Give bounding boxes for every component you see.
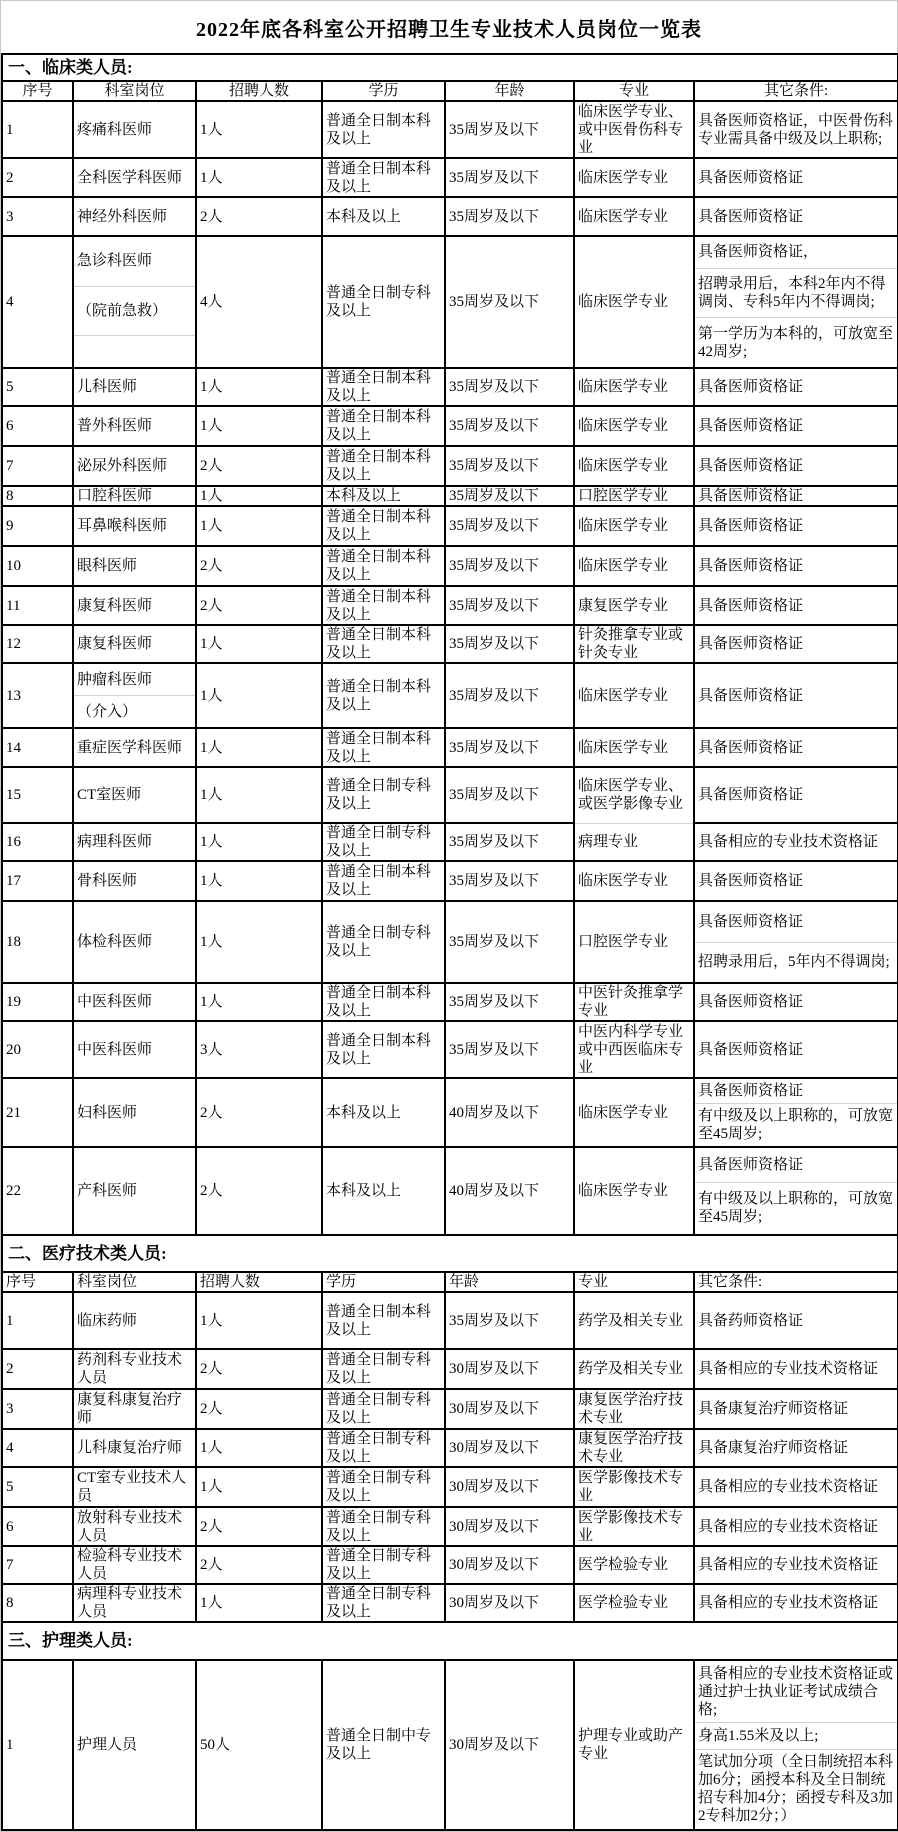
cell-part: 招聘录用后，5年内不得调岗; [695,942,897,983]
cell-count: 1人 [196,486,322,506]
cell-education: 普通全日制本科及以上 [322,1021,445,1078]
cell-count: 2人 [196,197,322,236]
cell-count: 1人 [196,1292,322,1349]
cell-conditions: 具备相应的专业技术资格证 [694,1584,898,1622]
cell-seq: 13 [2,663,73,728]
cell-education: 普通全日制本科及以上 [322,158,445,197]
cell-post: 中医科医师 [73,983,196,1021]
column-header: 科室岗位 [73,1272,196,1292]
table-row [2,486,898,506]
cell-major: 康复医学治疗技术专业 [574,1429,694,1467]
cell-post: 中医科医师 [73,1021,196,1078]
cell-conditions [694,1078,898,1147]
cell-education: 普通全日制本科及以上 [322,586,445,625]
cell-age: 35周岁及以下 [445,901,574,983]
cell-count: 2人 [196,1349,322,1389]
cell-post: 体检科医师 [73,901,196,983]
cell-major: 临床医学专业 [574,506,694,546]
cell-age: 30周岁及以下 [445,1389,574,1429]
table-row [2,823,898,861]
table-row [2,1429,898,1467]
cell-age: 35周岁及以下 [445,1021,574,1078]
column-header: 年龄 [445,81,574,101]
cell-seq: 12 [2,625,73,663]
cell-seq: 4 [2,1429,73,1467]
cell-part: 笔试加分项（全日制统招本科加6分；函授本科及全日制统招专科加4分；函授专科及3加2专科加2分；） [695,1749,897,1829]
cell-major: 药学及相关专业 [574,1292,694,1349]
cell-age: 35周岁及以下 [445,546,574,586]
table-row [2,368,898,406]
cell-seq: 10 [2,546,73,586]
cell-age: 35周岁及以下 [445,158,574,197]
cell-part: 第一学历为本科的，可放宽至42周岁; [695,317,897,367]
cell-post: 眼科医师 [73,546,196,586]
cell-conditions: 具备医师资格证 [694,1021,898,1078]
section-heading: 一、临床类人员: [2,54,898,81]
cell-seq: 22 [2,1147,73,1235]
table-row [2,1546,898,1584]
cell-age: 35周岁及以下 [445,486,574,506]
cell-major: 康复医学专业 [574,586,694,625]
cell-post: 儿科医师 [73,368,196,406]
cell-count: 1人 [196,983,322,1021]
cell-count: 1人 [196,861,322,901]
cell-post: 临床药师 [73,1292,196,1349]
cell-major: 病理专业 [574,823,694,861]
column-header: 其它条件: [694,81,898,101]
cell-seq: 18 [2,901,73,983]
cell-part: 具备相应的专业技术资格证或通过护士执业证考试成绩合格; [698,1665,894,1718]
cell-conditions [694,1147,898,1235]
cell-seq: 2 [2,1349,73,1389]
section-heading: 二、医疗技术类人员: [2,1235,898,1272]
cell-age: 35周岁及以下 [445,586,574,625]
cell-post: 产科医师 [73,1147,196,1235]
cell-seq: 8 [2,1584,73,1622]
cell-conditions: 具备相应的专业技术资格证 [694,1546,898,1584]
cell-seq: 4 [2,236,73,368]
column-header: 专业 [574,81,694,101]
cell-conditions: 具备医师资格证 [694,446,898,486]
cell-education: 普通全日制专科及以上 [322,901,445,983]
cell-post: 全科医学科医师 [73,158,196,197]
cell-education: 本科及以上 [322,1078,445,1147]
cell-seq: 5 [2,1467,73,1507]
cell-conditions: 具备医师资格证 [694,728,898,767]
cell-age: 30周岁及以下 [445,1546,574,1584]
cell-seq: 1 [2,1660,73,1830]
cell-education: 普通全日制专科及以上 [322,1584,445,1622]
cell-post [73,663,196,728]
column-header-row [2,1272,898,1292]
table-row [2,1584,898,1622]
cell-seq: 14 [2,728,73,767]
table-row [2,546,898,586]
cell-count: 1人 [196,101,322,158]
cell-part: 有中级及以上职称的，可放宽至45周岁; [695,1103,897,1146]
cell-education: 普通全日制本科及以上 [322,1292,445,1349]
cell-seq: 21 [2,1078,73,1147]
cell-age: 35周岁及以下 [445,823,574,861]
cell-conditions: 具备医师资格证 [694,368,898,406]
cell-education: 普通全日制专科及以上 [322,1467,445,1507]
cell-age: 30周岁及以下 [445,1467,574,1507]
cell-major: 临床医学专业 [574,158,694,197]
cell-conditions: 具备相应的专业技术资格证 [694,1467,898,1507]
positions-table [1,53,898,1831]
cell-major: 临床医学专业 [574,406,694,446]
table-row [2,1292,898,1349]
cell-major: 临床医学专业 [574,663,694,728]
cell-major: 医学影像技术专业 [574,1507,694,1546]
cell-major: 康复医学治疗技术专业 [574,1389,694,1429]
cell-age: 35周岁及以下 [445,861,574,901]
cell-major: 临床医学专业、或医学影像专业 [574,767,694,823]
cell-count: 2人 [196,1507,322,1546]
cell-post: 普外科医师 [73,406,196,446]
cell-major: 临床医学专业 [574,546,694,586]
cell-post: 骨科医师 [73,861,196,901]
cell-education: 普通全日制专科及以上 [322,236,445,368]
cell-education: 普通全日制本科及以上 [322,506,445,546]
cell-age: 35周岁及以下 [445,506,574,546]
cell-count: 2人 [196,1546,322,1584]
cell-post: 放射科专业技术人员 [73,1507,196,1546]
cell-conditions: 具备医师资格证 [694,861,898,901]
cell-count: 2人 [196,1147,322,1235]
cell-major: 中医内科学专业或中西医临床专业 [574,1021,694,1078]
cell-post [73,236,196,368]
cell-post: 病理科专业技术人员 [73,1584,196,1622]
cell-seq: 5 [2,368,73,406]
cell-education: 普通全日制专科及以上 [322,1546,445,1584]
cell-education: 普通全日制专科及以上 [322,1429,445,1467]
cell-conditions-parts [695,902,897,982]
table-row [2,197,898,236]
cell-education: 普通全日制本科及以上 [322,983,445,1021]
cell-age: 35周岁及以下 [445,406,574,446]
cell-post: 护理人员 [73,1660,196,1830]
table-row [2,1147,898,1235]
cell-conditions: 具备医师资格证 [694,406,898,446]
cell-post: 妇科医师 [73,1078,196,1147]
cell-part: 具备医师资格证 [698,1156,804,1173]
cell-seq: 6 [2,406,73,446]
column-header: 学历 [322,81,445,101]
cell-education: 普通全日制中专及以上 [322,1660,445,1830]
table-row [2,861,898,901]
cell-education: 本科及以上 [322,1147,445,1235]
cell-conditions-parts [695,1079,897,1146]
cell-education: 普通全日制本科及以上 [322,101,445,158]
cell-part: 具备医师资格证， [698,244,819,261]
cell-age: 35周岁及以下 [445,368,574,406]
cell-part: 肿瘤科医师 [77,671,153,688]
section-bar-row [2,1622,898,1660]
cell-seq: 15 [2,767,73,823]
table-row [2,446,898,486]
cell-conditions: 具备医师资格证 [694,625,898,663]
table-row [2,506,898,546]
column-header: 序号 [2,1272,73,1292]
cell-conditions: 具备医师资格证 [694,158,898,197]
cell-post: 耳鼻喉科医师 [73,506,196,546]
cell-post: 口腔科医师 [73,486,196,506]
table-row [2,236,898,368]
cell-post-parts [74,664,195,727]
table-row [2,1507,898,1546]
cell-count: 2人 [196,1078,322,1147]
cell-seq: 6 [2,1507,73,1546]
cell-age: 30周岁及以下 [445,1660,574,1830]
cell-major: 针灸推拿专业或针灸专业 [574,625,694,663]
cell-seq: 16 [2,823,73,861]
cell-major: 临床医学专业 [574,236,694,368]
cell-conditions: 具备相应的专业技术资格证 [694,1349,898,1389]
cell-post: 泌尿外科医师 [73,446,196,486]
cell-part: 有中级及以上职称的，可放宽至45周岁; [695,1182,897,1235]
table-row [2,901,898,983]
cell-education: 普通全日制本科及以上 [322,546,445,586]
cell-major: 药学及相关专业 [574,1349,694,1389]
table-row [2,728,898,767]
cell-education: 普通全日制本科及以上 [322,728,445,767]
cell-seq: 3 [2,197,73,236]
cell-seq: 2 [2,158,73,197]
cell-seq: 1 [2,101,73,158]
cell-count: 2人 [196,546,322,586]
cell-post: 康复科康复治疗师 [73,1389,196,1429]
column-header: 序号 [2,81,73,101]
cell-education: 普通全日制本科及以上 [322,446,445,486]
cell-conditions: 具备医师资格证 [694,197,898,236]
cell-conditions: 具备相应的专业技术资格证 [694,823,898,861]
cell-conditions: 具备康复治疗师资格证 [694,1429,898,1467]
cell-education: 普通全日制本科及以上 [322,368,445,406]
table-row [2,1349,898,1389]
cell-age: 35周岁及以下 [445,728,574,767]
cell-major: 医学检验专业 [574,1584,694,1622]
cell-count: 1人 [196,368,322,406]
cell-count: 2人 [196,1389,322,1429]
cell-age: 35周岁及以下 [445,625,574,663]
cell-count: 1人 [196,823,322,861]
table-row [2,406,898,446]
cell-part: 具备医师资格证 [698,913,804,930]
cell-count: 2人 [196,446,322,486]
cell-age: 35周岁及以下 [445,663,574,728]
cell-education: 普通全日制专科及以上 [322,1389,445,1429]
cell-age: 40周岁及以下 [445,1147,574,1235]
cell-count: 2人 [196,586,322,625]
cell-post: 神经外科医师 [73,197,196,236]
cell-major: 护理专业或助产专业 [574,1660,694,1830]
table-row [2,1021,898,1078]
cell-count: 1人 [196,901,322,983]
cell-conditions-parts [695,1661,897,1829]
cell-major: 医学检验专业 [574,1546,694,1584]
cell-age: 35周岁及以下 [445,197,574,236]
cell-major: 口腔医学专业 [574,486,694,506]
cell-post: 重症医学科医师 [73,728,196,767]
cell-major: 临床医学专业 [574,1078,694,1147]
cell-post: 疼痛科医师 [73,101,196,158]
cell-seq: 1 [2,1292,73,1349]
cell-conditions: 具备医师资格证 [694,983,898,1021]
cell-age: 35周岁及以下 [445,1292,574,1349]
cell-count: 1人 [196,1584,322,1622]
cell-seq: 9 [2,506,73,546]
cell-conditions: 具备药师资格证 [694,1292,898,1349]
table-row [2,1467,898,1507]
table-row [2,1660,898,1830]
cell-age: 35周岁及以下 [445,983,574,1021]
cell-age: 35周岁及以下 [445,236,574,368]
cell-seq: 7 [2,1546,73,1584]
table-row [2,767,898,823]
cell-count: 3人 [196,1021,322,1078]
column-header: 招聘人数 [196,81,322,101]
column-header: 年龄 [445,1272,574,1292]
cell-part: 急诊科医师 [77,253,153,270]
section-bar-row [2,1235,898,1272]
page-title: 2022年底各科室公开招聘卫生专业技术人员岗位一览表 [196,18,702,41]
cell-count: 1人 [196,1429,322,1467]
cell-major: 临床医学专业 [574,728,694,767]
cell-age: 30周岁及以下 [445,1349,574,1389]
cell-conditions: 具备医师资格证 [694,546,898,586]
cell-age: 30周岁及以下 [445,1507,574,1546]
cell-conditions [694,1660,898,1830]
cell-age: 40周岁及以下 [445,1078,574,1147]
cell-part: 招聘录用后，本科2年内不得调岗、专科5年内不得调岗; [695,268,897,318]
cell-seq: 8 [2,486,73,506]
table-row [2,586,898,625]
cell-education: 本科及以上 [322,486,445,506]
cell-seq: 11 [2,586,73,625]
cell-conditions: 具备医师资格证 [694,486,898,506]
cell-education: 普通全日制本科及以上 [322,406,445,446]
cell-seq: 19 [2,983,73,1021]
cell-education: 本科及以上 [322,197,445,236]
cell-post: 药剂科专业技术人员 [73,1349,196,1389]
cell-conditions: 具备医师资格证 [694,663,898,728]
cell-count: 1人 [196,767,322,823]
cell-major: 临床医学专业、或中医骨伤科专业 [574,101,694,158]
cell-post: 儿科康复治疗师 [73,1429,196,1467]
table-row [2,1078,898,1147]
table-row [2,663,898,728]
cell-count: 1人 [196,506,322,546]
cell-conditions-parts [695,237,897,367]
cell-count: 1人 [196,625,322,663]
cell-major: 口腔医学专业 [574,901,694,983]
cell-conditions: 具备医师资格证 [694,506,898,546]
cell-major: 医学影像技术专业 [574,1467,694,1507]
column-header-row [2,81,898,101]
cell-count: 1人 [196,728,322,767]
cell-major: 临床医学专业 [574,368,694,406]
cell-part: 具备医师资格证 [698,1083,804,1099]
cell-count: 50人 [196,1660,322,1830]
cell-conditions: 具备相应的专业技术资格证 [694,1507,898,1546]
cell-conditions-parts [695,1148,897,1234]
cell-count: 1人 [196,1467,322,1507]
column-header: 专业 [574,1272,694,1292]
cell-conditions: 具备医师资格证 [694,767,898,823]
cell-seq: 3 [2,1389,73,1429]
cell-count: 1人 [196,158,322,197]
cell-major: 临床医学专业 [574,861,694,901]
cell-major: 临床医学专业 [574,197,694,236]
cell-conditions: 具备医师资格证，中医骨伤科专业需具备中级及以上职称; [694,101,898,158]
cell-post: 病理科医师 [73,823,196,861]
cell-conditions [694,901,898,983]
cell-education: 普通全日制本科及以上 [322,625,445,663]
cell-seq: 20 [2,1021,73,1078]
cell-education: 普通全日制本科及以上 [322,861,445,901]
cell-seq: 17 [2,861,73,901]
table-row [2,101,898,158]
cell-conditions: 具备康复治疗师资格证 [694,1389,898,1429]
column-header: 科室岗位 [73,81,196,101]
table-row [2,983,898,1021]
cell-post: 康复科医师 [73,625,196,663]
cell-age: 35周岁及以下 [445,101,574,158]
cell-education: 普通全日制专科及以上 [322,1349,445,1389]
column-header: 其它条件: [694,1272,898,1292]
cell-part: （院前急救） [74,286,195,336]
column-header: 学历 [322,1272,445,1292]
cell-major: 临床医学专业 [574,446,694,486]
cell-post-parts [74,237,195,367]
cell-major: 临床医学专业 [574,1147,694,1235]
cell-seq: 7 [2,446,73,486]
cell-age: 35周岁及以下 [445,767,574,823]
cell-post: CT室医师 [73,767,196,823]
cell-part [74,335,195,367]
cell-education: 普通全日制专科及以上 [322,1507,445,1546]
cell-count: 1人 [196,663,322,728]
cell-conditions: 具备医师资格证 [694,586,898,625]
cell-post: 康复科医师 [73,586,196,625]
cell-age: 30周岁及以下 [445,1584,574,1622]
cell-age: 35周岁及以下 [445,446,574,486]
cell-post: 检验科专业技术人员 [73,1546,196,1584]
cell-education: 普通全日制专科及以上 [322,823,445,861]
cell-education: 普通全日制专科及以上 [322,767,445,823]
cell-major: 中医针灸推拿学专业 [574,983,694,1021]
cell-count: 4人 [196,236,322,368]
column-header: 招聘人数 [196,1272,322,1292]
cell-education: 普通全日制本科及以上 [322,663,445,728]
cell-part: 身高1.55米及以上; [695,1722,897,1748]
section-heading: 三、护理类人员: [2,1622,898,1660]
table-row [2,1389,898,1429]
section-bar-row [2,54,898,81]
cell-part: （介入） [74,695,195,727]
cell-post: CT室专业技术人员 [73,1467,196,1507]
cell-count: 1人 [196,406,322,446]
cell-conditions [694,236,898,368]
cell-age: 30周岁及以下 [445,1429,574,1467]
table-row [2,625,898,663]
table-row [2,158,898,197]
